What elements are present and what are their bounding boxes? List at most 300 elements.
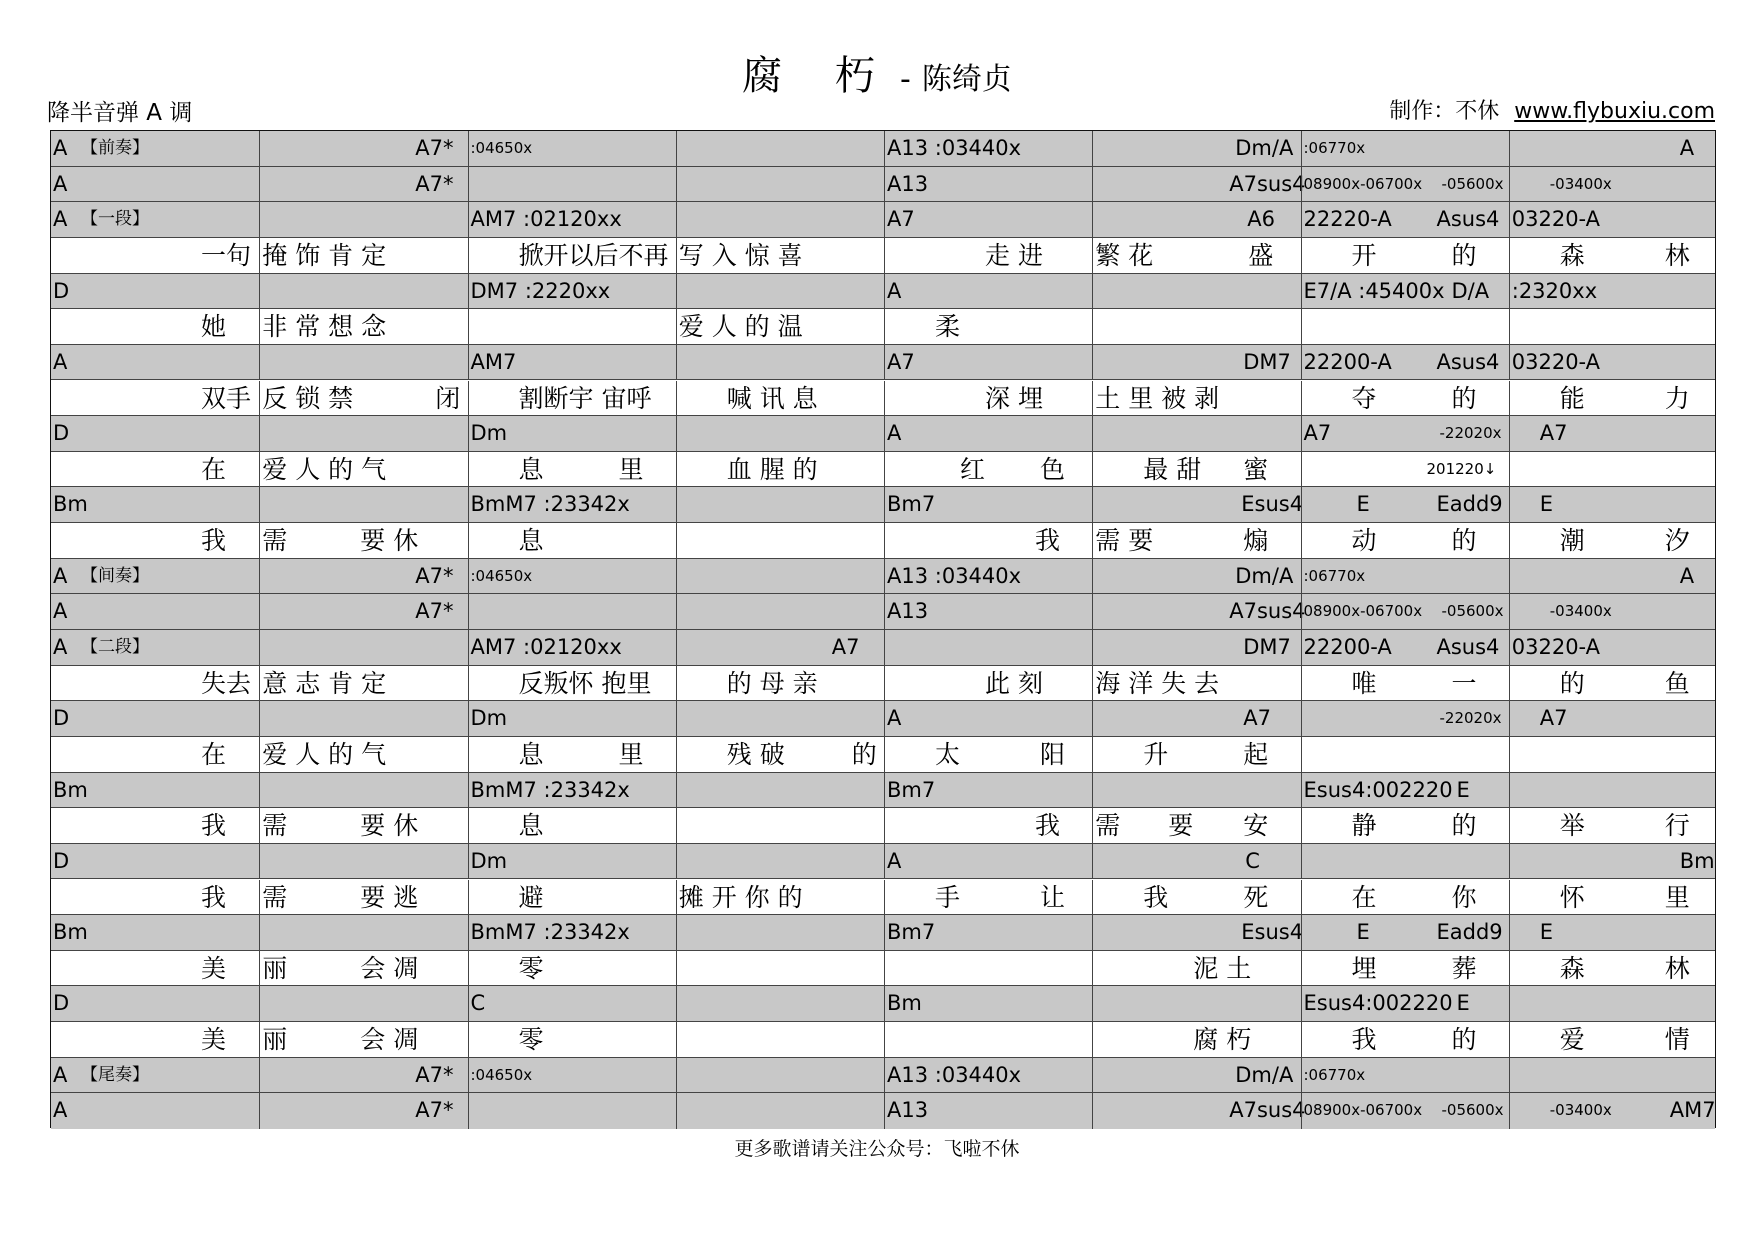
bar-cell [1092,416,1300,451]
lyric-text: 的 [1451,811,1477,841]
lyric-text: 行 [1664,811,1690,841]
chord-symbol: C [470,991,486,1016]
bar-cell [1509,808,1717,843]
bar-cell [1301,630,1509,665]
bar-cell [1509,238,1717,273]
bar-cell [1301,594,1509,629]
bar-cell [468,1093,676,1129]
chord-symbol: A7 [1303,421,1332,446]
chord-symbol: A [53,599,68,624]
chord-symbol: A [1679,136,1695,160]
lyric-text: 一 [1451,668,1477,698]
bar-cell [1509,523,1717,558]
bar-cell [259,487,467,522]
lyric-text: 掩 饰 肯 定 [262,240,387,270]
bar-cell [1301,808,1509,843]
chord-symbol: E [1456,777,1470,802]
chord-symbol: BmM7 :23342x [470,492,630,517]
chord-symbol: A13 [887,171,929,196]
bar-cell [259,666,467,701]
lyric-text: 零 [518,953,544,983]
bar-cell [884,345,1092,380]
lyric-text: 爱 人 的 气 [262,739,387,769]
bar-cell [1509,844,1717,879]
lyric-text: 要 休 [360,526,419,556]
bar-cell [468,808,676,843]
lyric-row [51,381,1715,417]
bar-cell [1092,381,1300,416]
lyric-text: 丽 [262,953,288,983]
chord-symbol: DM7 [1243,349,1291,374]
bar-cell [51,808,259,843]
bar-cell [884,238,1092,273]
lyric-text: 起 [1243,739,1269,769]
bar-cell [259,1093,467,1129]
bar-cell [468,274,676,309]
chord-symbol: A [53,1062,68,1087]
chord-symbol: 08900x-06700x [1303,602,1423,621]
bar-cell [468,1058,676,1093]
bar-cell [1301,666,1509,701]
section-label: 【前奏】 [81,138,149,158]
chord-symbol: :06770x [1303,1065,1366,1084]
chord-symbol: Bm [887,991,922,1016]
bar-cell [884,381,1092,416]
bar-cell [1092,1058,1300,1093]
lyric-text: 一句 [201,240,252,270]
bar-cell [259,594,467,629]
bar-cell [51,487,259,522]
bar-cell [676,416,884,451]
lyric-text: 爱 人 的 温 [678,312,803,342]
bar-cell [259,630,467,665]
bar-cell [676,381,884,416]
chord-symbol: Eadd9 [1436,492,1503,517]
chord-symbol: Esus4:002220 [1303,777,1453,802]
lyric-text: 林 [1664,240,1690,270]
lyric-text: 腐 朽 [1193,1025,1252,1055]
credit-label: 制作：不休 [1389,99,1500,124]
bar-cell [884,808,1092,843]
lyric-text: 森 [1559,953,1585,983]
lyric-text: 爱 [1559,1025,1585,1055]
chord-symbol: Dm/A [1235,563,1294,588]
bar-cell [1509,487,1717,522]
bar-cell [468,487,676,522]
bar-cell [51,1058,259,1093]
bar-cell [676,844,884,879]
chord-symbol: A7 [1243,706,1271,731]
bar-cell [1092,701,1300,736]
lyric-text: 我 [201,526,227,556]
bar-cell [884,274,1092,309]
bar-cell [884,844,1092,879]
bar-cell [1092,808,1300,843]
bar-cell [1509,773,1717,808]
bar-cell [1092,274,1300,309]
chord-symbol: C [1245,848,1260,873]
lyric-text: 力 [1664,383,1690,413]
bar-cell [259,274,467,309]
chord-symbol: A [887,421,902,446]
bar-cell [51,844,259,879]
lyric-row [51,309,1715,345]
lyric-text: 葬 [1451,953,1477,983]
bar-cell [1301,844,1509,879]
lyric-row [51,808,1715,844]
bar-cell [884,1058,1092,1093]
bar-cell [1509,880,1717,915]
chord-symbol: D [53,991,70,1016]
lyric-text: 写 入 惊 喜 [678,240,803,270]
lyric-text: 走 进 [985,240,1043,270]
lyric-text: 色 [1040,454,1066,484]
bar-cell [468,131,676,166]
chord-symbol: D [53,421,70,446]
lyric-text: 的 [851,739,877,769]
lyric-text: 红 [960,454,986,484]
bar-cell [676,773,884,808]
chord-symbol: A7* [415,599,454,624]
lyric-text: 喊 讯 息 [726,383,818,413]
bar-cell [1092,309,1300,344]
chord-symbol: :04650x [470,139,533,157]
lyric-row [51,238,1715,274]
lyric-text: 土 里 被 剥 [1095,383,1220,413]
section-label: 【间奏】 [81,565,149,586]
bar-cell [884,951,1092,986]
bar-cell [259,523,467,558]
lyric-text: 里 [618,739,644,769]
bar-cell [468,238,676,273]
bar-cell [259,701,467,736]
bar-cell [259,381,467,416]
chord-symbol: AM7 :02120xx [470,207,622,232]
bar-cell [1092,131,1300,166]
bar-cell [1092,986,1300,1021]
bar-cell [676,808,884,843]
bar-cell [1301,915,1509,950]
lyric-text: 里 [618,454,644,484]
chord-symbol: AM7 :02120xx [470,635,622,659]
bar-cell [259,880,467,915]
bar-cell [468,630,676,665]
title-separator: - [899,62,911,97]
bar-cell [259,1058,467,1093]
chord-symbol: :2320xx [1511,278,1598,303]
chord-symbol: Bm [53,492,88,517]
chord-symbol: E [1356,492,1370,517]
bar-cell [1301,951,1509,986]
bar-cell [1301,131,1509,166]
lyric-text: 繁 花 [1095,240,1154,270]
chord-symbol: D [53,706,70,731]
bar-cell [468,381,676,416]
bar-cell [51,594,259,629]
bar-cell [1092,487,1304,522]
lyric-text: 她 [201,312,227,342]
chord-symbol: A [53,635,68,659]
lyric-text: 零 [518,1025,544,1055]
lyric-text: 在 [1351,882,1377,912]
bar-cell [259,131,467,166]
bar-cell [1301,1093,1509,1129]
bar-cell [884,1022,1092,1057]
lyric-text: 要 [1168,811,1194,841]
chord-symbol: A13 [887,599,929,624]
bar-cell [1301,167,1509,202]
chord-symbol: :04650x [470,1065,533,1084]
bar-cell [676,274,884,309]
chord-row [51,915,1715,951]
bar-cell [884,309,1092,344]
chord-symbol: Esus4 [1241,920,1304,945]
chord-symbol: :06770x [1303,139,1366,157]
bar-cell [468,915,676,950]
bar-cell [259,986,467,1021]
lyric-text: 手 [935,882,961,912]
bar-cell [1092,452,1300,487]
bar-cell [51,559,259,594]
lyric-text: 的 [1451,1025,1477,1055]
chord-symbol: E [1356,920,1370,945]
lyric-text: 会 凋 [360,1025,419,1055]
bar-cell [259,559,467,594]
chord-symbol: A7 [831,635,860,659]
bar-cell [259,1022,467,1057]
chord-symbol: A13 :03440x [887,563,1022,588]
bar-cell [1301,345,1509,380]
section-label: 【二段】 [81,637,149,657]
bar-cell [468,452,676,487]
bar-cell [468,167,676,202]
chord-symbol: Esus4:002220 [1303,991,1453,1016]
lyric-text: 失去 [201,668,252,698]
bar-cell [1301,701,1509,736]
chord-symbol: AM7 [1669,1098,1716,1123]
chord-row [51,1058,1715,1094]
chord-symbol: A13 :03440x [887,136,1022,160]
bar-cell [1509,381,1717,416]
lyric-text: 的 母 亲 [726,668,818,698]
chord-row [51,844,1715,880]
bar-cell [468,523,676,558]
chord-symbol: D/A [1451,278,1490,303]
chord-row [51,131,1715,167]
credit-url-link[interactable]: www.flybuxiu.com [1514,99,1715,124]
lyric-text: 需 [1095,811,1121,841]
bar-cell [676,951,884,986]
bar-cell [51,666,259,701]
chord-symbol: E [1539,492,1554,517]
bar-cell [1092,238,1300,273]
lyric-row [51,452,1715,488]
bar-cell [51,309,259,344]
lyric-text: 怀 [1559,882,1585,912]
lyric-text: 残 破 [726,739,785,769]
lyric-text: 柔 [935,312,961,342]
lyric-row [51,1022,1715,1058]
bar-cell [1301,523,1509,558]
bar-cell [259,167,467,202]
bar-cell [884,452,1092,487]
lyric-text: 我 [1035,526,1061,556]
credit [1389,94,1715,125]
lyric-text: 掀开以后不再 [518,240,669,270]
bar-cell [468,416,676,451]
chord-symbol: A [53,349,68,374]
chord-symbol: A [53,171,68,196]
lyric-text: 我 [201,882,227,912]
lyric-text: 非 常 想 念 [262,312,387,342]
chord-row [51,487,1715,523]
bar-cell [1509,274,1717,309]
chord-symbol: -22020x [1439,424,1502,443]
bar-cell [51,274,259,309]
bar-cell [1509,345,1717,380]
chord-symbol: E7/A :45400x [1303,278,1445,303]
lyric-text: 意 志 肯 定 [262,668,387,698]
lyric-text: 丽 [262,1025,288,1055]
lyric-text: 要 休 [360,811,419,841]
chord-row [51,594,1715,630]
chord-row [51,345,1715,381]
chord-symbol: Asus4 [1436,635,1500,659]
bar-cell [1301,1058,1509,1093]
bar-cell [259,951,467,986]
bar-cell [1301,381,1509,416]
bar-cell [51,1022,259,1057]
bar-cell [51,381,259,416]
lyric-text: 在 [201,739,227,769]
bar-cell [468,309,676,344]
chord-row [51,274,1715,310]
lyric-text: 埋 [1351,953,1377,983]
chord-symbol: 03220-A [1511,207,1601,232]
bar-cell [468,737,676,772]
chord-symbol: Eadd9 [1436,920,1503,945]
lyric-text: 潮 [1559,526,1585,556]
chord-row [51,701,1715,737]
bar-cell [259,345,467,380]
bar-cell [1092,915,1304,950]
chord-symbol: Asus4 [1436,349,1500,374]
lyric-text: 汐 [1664,526,1690,556]
chord-symbol: 03220-A [1511,349,1601,374]
chord-symbol: Bm [53,920,88,945]
lyric-text: 能 [1559,383,1585,413]
lyric-text: 双手 [201,383,252,413]
lyric-text: 唯 [1351,668,1377,698]
chord-symbol: Dm [470,421,508,446]
bar-cell [51,167,259,202]
bar-cell [1092,773,1300,808]
bar-cell [884,666,1092,701]
bar-cell [1092,1022,1300,1057]
lyric-text: 安 [1243,811,1269,841]
bar-cell [259,452,467,487]
chord-symbol: A7sus4 [1229,171,1306,196]
bar-cell [884,416,1092,451]
chord-symbol: A [53,1098,68,1123]
bar-cell [676,701,884,736]
chord-symbol: D [53,278,70,303]
lyric-text: 盛 [1248,240,1274,270]
lyric-text: 的 [1451,383,1477,413]
bar-cell [51,880,259,915]
lyric-text: 鱼 [1664,668,1690,698]
chord-symbol: BmM7 :23342x [470,777,630,802]
chord-symbol: A7 [1539,706,1568,731]
bar-cell [51,1093,259,1129]
bar-cell [51,238,259,273]
chord-symbol: A [887,278,902,303]
bar-cell [259,416,467,451]
lyric-text: 静 [1351,811,1377,841]
bar-cell [468,773,676,808]
bar-cell [51,737,259,772]
bar-cell [884,880,1092,915]
bar-cell [884,523,1092,558]
bar-cell [676,309,884,344]
bar-cell [1509,202,1717,237]
bar-cell [884,131,1092,166]
bar-cell [676,345,884,380]
bar-cell [1301,274,1509,309]
bar-cell [51,701,259,736]
bar-cell [51,202,259,237]
lyric-text: 息 [518,526,544,556]
bar-cell [259,773,467,808]
chord-symbol: A [887,848,902,873]
lyric-text: 闭 [435,383,461,413]
chord-symbol: Dm/A [1235,1062,1294,1087]
lyric-text: 需 要 [1095,526,1154,556]
bar-cell [676,1058,884,1093]
lyric-text: 息 [518,739,544,769]
bar-cell [468,880,676,915]
bar-cell [1092,594,1306,629]
bar-cell [51,523,259,558]
chord-symbol: A13 :03440x [887,1062,1022,1087]
bar-cell [884,701,1092,736]
bar-cell [884,167,1092,202]
lyric-row [51,951,1715,987]
bar-cell [259,238,467,273]
chord-row [51,416,1715,452]
lyric-text: 息 [518,454,544,484]
chord-symbol: 22200-A [1303,349,1392,374]
chord-symbol: Bm7 [887,492,936,517]
lyric-text: 阳 [1040,739,1066,769]
bar-cell [1509,630,1717,665]
chord-symbol: A7 [1539,421,1568,446]
bar-cell [676,202,884,237]
lyric-text: 煽 [1243,526,1269,556]
bar-cell [1092,951,1300,986]
bar-cell [1509,167,1717,202]
bar-cell [1092,737,1300,772]
section-label: 【尾奏】 [81,1064,149,1085]
chord-symbol: A7sus4 [1229,599,1306,624]
lyric-text: 海 洋 失 去 [1095,668,1220,698]
bar-cell [51,131,259,166]
lyric-text: 森 [1559,240,1585,270]
bar-cell [1092,523,1300,558]
bar-cell [1092,880,1300,915]
lyric-text: 血 腥 的 [726,454,818,484]
lyric-text: 反叛怀 抱里 [518,668,652,698]
